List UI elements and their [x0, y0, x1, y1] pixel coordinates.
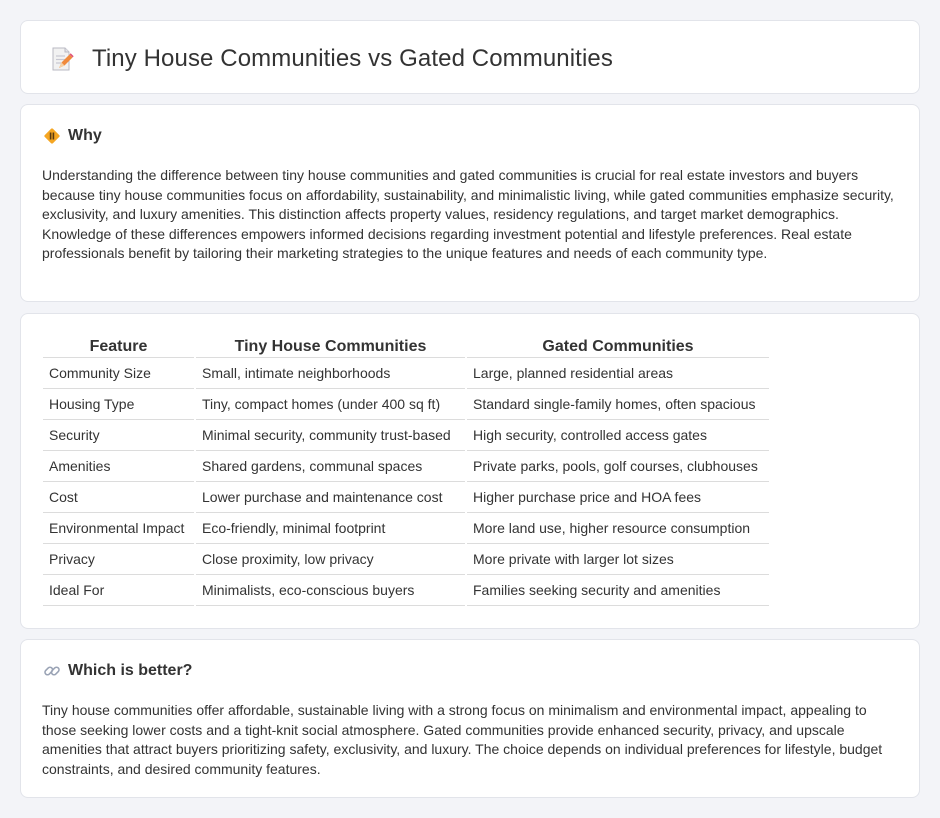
gated-cell: Families seeking security and amenities [467, 575, 769, 606]
table-row [43, 451, 769, 482]
which-better-card [20, 639, 920, 798]
table-row [43, 544, 769, 575]
document-pencil-icon [48, 46, 74, 72]
title-card [20, 20, 920, 94]
header-tiny-house: Tiny House Communities [196, 336, 465, 358]
which-better-heading [43, 662, 192, 680]
table-header-row [43, 336, 769, 358]
header-feature: Feature [43, 336, 194, 358]
table-row [43, 358, 769, 389]
feature-cell: Security [43, 420, 194, 451]
gated-cell: Large, planned residential areas [467, 358, 769, 389]
tiny-house-cell: Tiny, compact homes (under 400 sq ft) [196, 389, 465, 420]
feature-cell: Amenities [43, 451, 194, 482]
feature-cell: Cost [43, 482, 194, 513]
table-row [43, 513, 769, 544]
feature-cell: Housing Type [43, 389, 194, 420]
tiny-house-cell: Minimal security, community trust-based [196, 420, 465, 451]
gated-cell: Higher purchase price and HOA fees [467, 482, 769, 513]
page-title: Tiny House Communities vs Gated Communities [92, 45, 613, 72]
gated-cell: Private parks, pools, golf courses, clubhouses [467, 451, 769, 482]
which-better-title: Which is better? [68, 662, 193, 679]
gated-cell: More private with larger lot sizes [467, 544, 769, 575]
tiny-house-cell: Small, intimate neighborhoods [196, 358, 465, 389]
table-row [43, 389, 769, 420]
tiny-house-cell: Close proximity, low privacy [196, 544, 465, 575]
why-text: Understanding the difference between tiny house communities and gated communities is crucial for real estate investors and buyers because tiny house communities focus on affordability, sustainability, and minimalistic living, while gated communities emphasize security, exclusivity, and luxury amenities. This distinction affects property values, residency regulations, and target market demographics. Knowledge of these differences empowers informed decisions regarding investment potential and lifestyle preferences. Real estate professionals benefit by tailoring their marketing strategies to the unique features and needs of each community type. [42, 167, 894, 261]
which-better-text: Tiny house communities offer affordable, sustainable living with a strong focus on minimalism and environmental impact, appealing to those seeking lower costs and a tight-knit social atmosphere. Gated communities provide enhanced security, privacy, and upscale amenities that attract buyers prioritizing safety, exclusivity, and luxury. The choice depends on individual preferences for lifestyle, budget constraints, and desired community features. [42, 702, 883, 777]
tiny-house-cell: Lower purchase and maintenance cost [196, 482, 465, 513]
comparison-card [20, 313, 920, 629]
table-row [43, 482, 769, 513]
feature-cell: Community Size [43, 358, 194, 389]
why-heading [43, 127, 102, 145]
tiny-house-cell: Eco-friendly, minimal footprint [196, 513, 465, 544]
feature-cell: Privacy [43, 544, 194, 575]
title-row [48, 45, 613, 73]
table-row [43, 575, 769, 606]
why-title: Why [68, 127, 102, 144]
tiny-house-cell: Shared gardens, communal spaces [196, 451, 465, 482]
why-card [20, 104, 920, 302]
tiny-house-cell: Minimalists, eco-conscious buyers [196, 575, 465, 606]
link-icon [43, 662, 61, 680]
feature-cell: Ideal For [43, 575, 194, 606]
gated-cell: More land use, higher resource consumption [467, 513, 769, 544]
gated-cell: High security, controlled access gates [467, 420, 769, 451]
comparison-table [41, 336, 771, 606]
feature-cell: Environmental Impact [43, 513, 194, 544]
gated-cell: Standard single-family homes, often spacious [467, 389, 769, 420]
header-gated: Gated Communities [467, 336, 769, 358]
diamond-sign-icon [43, 127, 61, 145]
table-row [43, 420, 769, 451]
